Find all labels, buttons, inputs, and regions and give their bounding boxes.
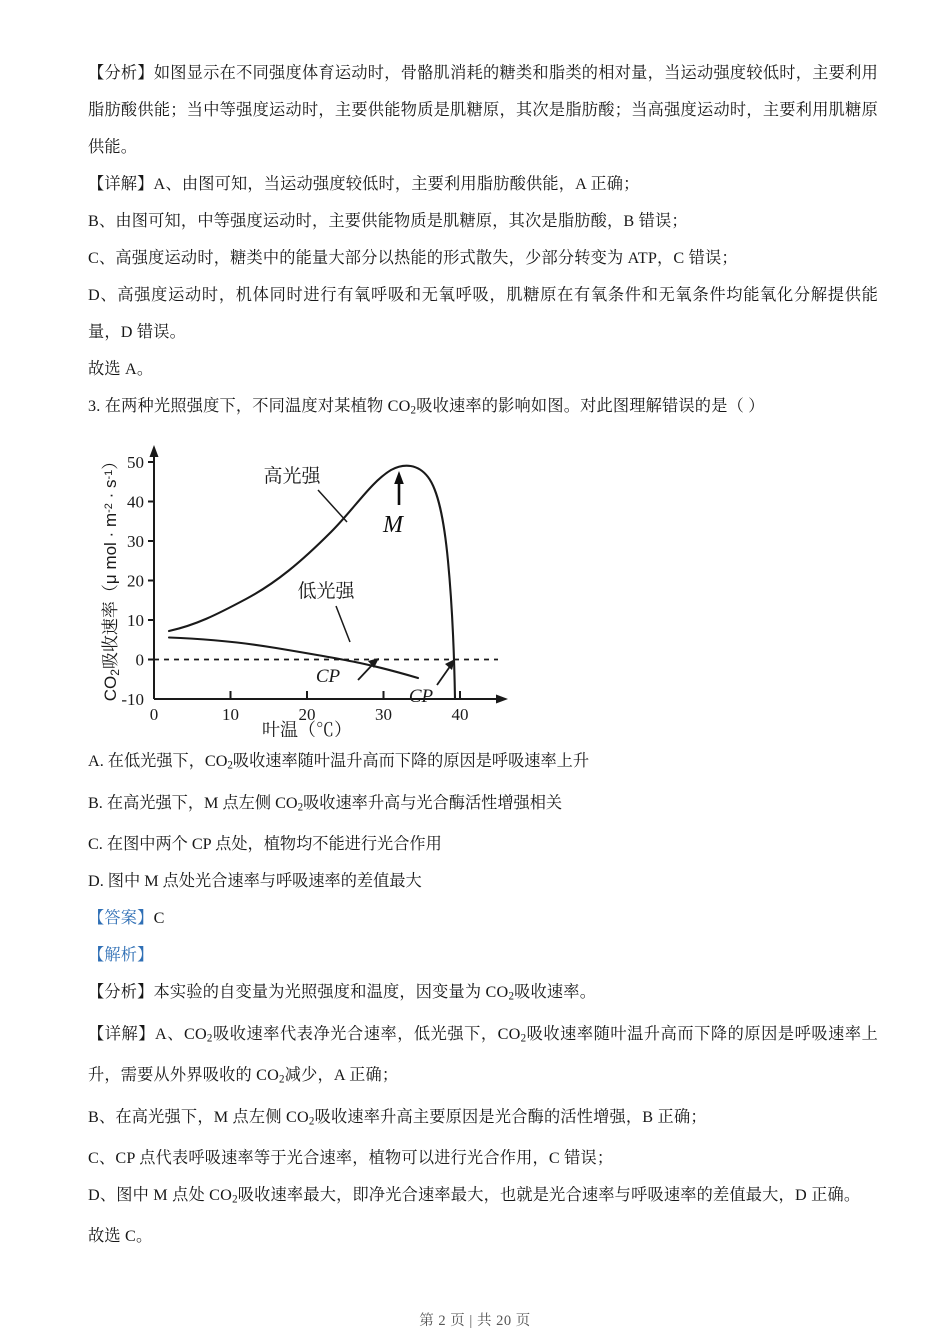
q3-stem-subscript: 2 xyxy=(410,404,417,417)
answer-value: C xyxy=(153,909,165,928)
x-tick-40: 40 xyxy=(451,705,469,725)
cp-low-arrow-shaft xyxy=(358,663,374,680)
q3-option-d-pre: 图中 M 点处光合速率与呼吸速率的差值最大 xyxy=(107,872,422,891)
q3-detail-b-p2: 吸收速率升高主要原因是光合酶的活性增强，B 正确； xyxy=(314,1107,707,1126)
y-tick-50: 50 xyxy=(127,453,144,473)
q2-detail-b: B、由图可知，中等强度运动时，主要供能物质是肌糖原，其次是脂肪酸，B 错误； xyxy=(88,212,688,230)
low-light-label: 低光强 xyxy=(297,581,355,603)
q3-stem xyxy=(88,388,878,429)
q3-option-a-label: A. xyxy=(88,752,104,771)
q3-option-b-post: 吸收速率升高与光合酶活性增强相关 xyxy=(303,793,563,812)
q3-detail-a-p1: 【详解】A、CO xyxy=(88,1024,207,1043)
q3-option-c-label: C. xyxy=(88,835,103,854)
q3-analysis-post: 吸收速率。 xyxy=(514,983,597,1002)
q3-option-b-label: B. xyxy=(88,793,103,812)
q3-option-b xyxy=(88,785,878,826)
q2-conclusion: 故选 A。 xyxy=(88,360,154,378)
q3-option-c xyxy=(88,826,878,863)
m-point-arrow-head xyxy=(394,471,404,484)
q3-analysis-sub: 2 xyxy=(508,990,515,1003)
x-tick-30: 30 xyxy=(375,705,392,725)
q3-explain-line xyxy=(88,937,878,974)
q3-detail-d-p1: D、图中 M 点处 CO xyxy=(88,1185,233,1204)
q3-option-d xyxy=(88,863,878,900)
y-tick-10: 10 xyxy=(127,611,144,631)
answer-tag: 【答案】 xyxy=(88,909,154,928)
low-light-curve xyxy=(169,638,418,679)
q3-detail-b xyxy=(88,1099,878,1140)
q3-option-d-label: D. xyxy=(88,872,104,891)
m-point-label: M xyxy=(383,512,403,539)
q3-option-a-sub: 2 xyxy=(227,759,233,772)
explain-tag: 【解析】 xyxy=(88,946,154,965)
q3-detail-b-p1: B、在高光强下，M 点左侧 CO xyxy=(88,1107,309,1126)
y-tick-neg10: -10 xyxy=(121,690,144,710)
cp-label-high: CP xyxy=(408,686,434,708)
q3-answer-line xyxy=(88,900,878,937)
x-tick-10: 10 xyxy=(222,705,239,725)
q2-detail-a: 【详解】A、由图可知，当运动强度较低时，主要利用脂肪酸供能，A 正确； xyxy=(88,175,640,193)
cp-high-arrow-shaft xyxy=(437,665,451,685)
q3-option-a-post: 吸收速率随叶温升高而下降的原因是呼吸速率上升 xyxy=(232,752,590,771)
y-axis-title-end: ） xyxy=(101,453,120,471)
q3-detail-d-p2: 吸收速率最大，即净光合速率最大，也就是光合速率与呼吸速率的差值最大，D 正确。 xyxy=(237,1185,861,1204)
q3-option-a xyxy=(88,743,878,784)
q2-analysis-paragraph: 【分析】如图显示在不同强度体育运动时，骨骼肌消耗的糖类和脂类的相对量，当运动强度较低时，主要利用脂肪酸供能；当中等强度运动时，主要供能物质是肌糖原，其次是脂肪酸；当高强度运动时，主要利用肌糖原供能。 xyxy=(88,64,878,156)
q2-detail-c: C、高强度运动时，糖类中的能量大部分以热能的形式散失，少部分转变为 ATP，C 错误； xyxy=(88,249,738,267)
y-axis-title-sub: 2 xyxy=(108,669,123,677)
high-light-label: 高光强 xyxy=(263,466,321,488)
q3-detail-a-p3: 吸收速率随叶温升高而下降的原因是呼吸速率上升，需要从外界吸收的 CO xyxy=(88,1024,879,1085)
y-axis-title-mid: · s xyxy=(101,479,120,504)
y-axis-title-co: CO xyxy=(101,676,120,702)
y-tick-20: 20 xyxy=(127,571,144,591)
y-tick-0: 0 xyxy=(135,650,144,670)
q3-analysis xyxy=(88,974,878,1015)
y-axis-title-sup1: -2 xyxy=(102,503,115,514)
q3-analysis-pre: 【分析】本实验的自变量为光照强度和温度，因变量为 CO xyxy=(88,983,509,1002)
q2-detail-d: D、高强度运动时，机体同时进行有氧呼吸和无氧呼吸，肌糖原在有氧条件和无氧条件均能氧化分解提供能量，D 错误。 xyxy=(88,286,878,341)
cp-label-low: CP xyxy=(315,666,341,688)
q3-detail-a-p4: 减少，A 正确； xyxy=(284,1066,399,1085)
y-axis-title xyxy=(101,453,122,702)
q3-detail-a xyxy=(88,1016,878,1099)
q3-detail-a-s2: 2 xyxy=(520,1032,527,1045)
y-axis-title-rest: 吸收速率（μ mol · m xyxy=(101,513,120,670)
x-tick-20: 20 xyxy=(298,705,316,725)
q3-detail-b-s1: 2 xyxy=(308,1114,315,1127)
x-tick-0: 0 xyxy=(149,705,159,725)
q3-detail-a-s1: 2 xyxy=(206,1032,213,1045)
q3-detail-c: C、CP 点代表呼吸速率等于光合速率，植物可以进行光合作用，C 错误； xyxy=(88,1148,614,1167)
low-light-leader-line xyxy=(336,606,350,642)
q3-option-c-pre: 在图中两个 CP 点处，植物均不能进行光合作用 xyxy=(106,835,442,854)
x-axis-title: 叶温（℃） xyxy=(262,720,352,738)
y-axis-title-sup2: -1 xyxy=(102,470,115,480)
y-axis-arrowhead xyxy=(150,445,159,457)
q3-option-a-pre: 在低光强下，CO xyxy=(107,752,228,771)
co2-uptake-rate-chart xyxy=(96,437,516,737)
high-light-leader-line xyxy=(318,490,347,522)
q3-stem-suffix: 吸收速率的影响如图。对此图理解错误的是（ ） xyxy=(416,397,765,415)
y-tick-40: 40 xyxy=(127,492,144,512)
x-axis-arrowhead xyxy=(496,695,508,704)
y-tick-30: 30 xyxy=(127,532,144,552)
q3-detail-a-p2: 吸收速率代表净光合速率，低光强下，CO xyxy=(212,1024,521,1043)
q3-detail-d-s1: 2 xyxy=(232,1193,238,1206)
q3-detail-d xyxy=(88,1177,878,1218)
q3-stem-prefix: 3. 在两种光照强度下，不同温度对某植物 CO xyxy=(88,397,411,415)
q3-conclusion: 故选 C。 xyxy=(88,1227,153,1246)
chart-svg xyxy=(96,437,516,737)
q3-option-b-sub: 2 xyxy=(297,801,304,814)
q3-detail-a-s3: 2 xyxy=(279,1073,285,1086)
page-footer: 第 2 页 | 共 20 页 xyxy=(419,1313,531,1329)
q3-option-b-pre: 在高光强下，M 点左侧 CO xyxy=(106,793,298,812)
y-tick-labels xyxy=(121,453,144,709)
